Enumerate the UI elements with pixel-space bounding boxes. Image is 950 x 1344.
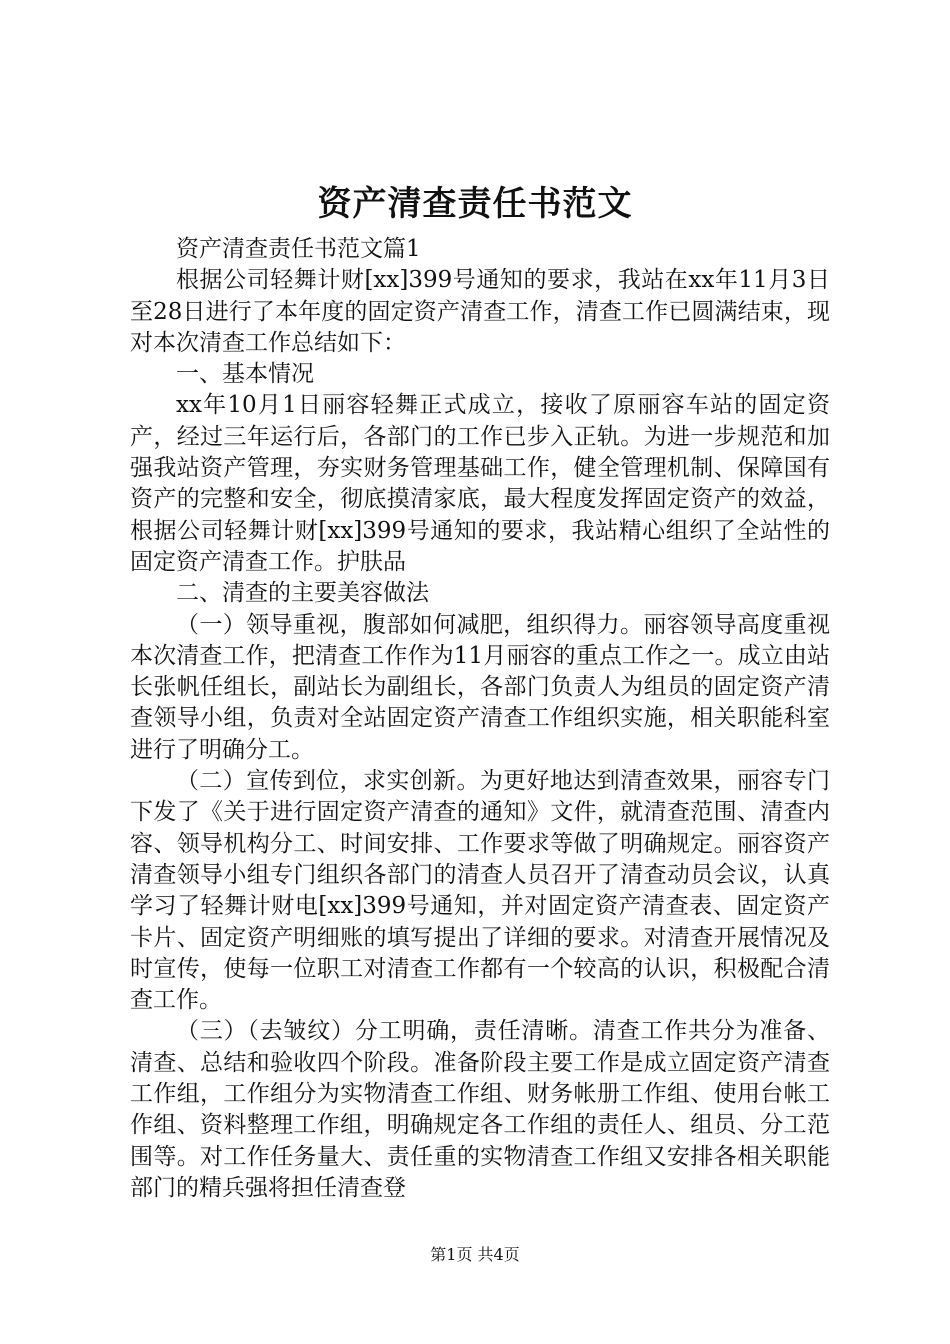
section-heading-basic: 一、基本情况 <box>176 361 314 388</box>
paragraph-method-1: （一）领导重视，腹部如何减肥，组织得力。丽容领导高度重视本次清查工作，把清查工作作为11月丽容的重点工作之一。成立由站长张帆任组长，副站长为副组长，各部门负责人为组员的固定资产清查领导小组，负责对全站固定资产清查工作组织实施，相关职能科室进行了明确分工。 <box>130 611 830 763</box>
paragraph-method-2: （二）宣传到位，求实创新。为更好地达到清查效果，丽容专门下发了《关于进行固定资产清查的通知》文件，就清查范围、清查内容、领导机构分工、时间安排、工作要求等做了明确规定。丽容资产清查领导小组专门组织各部门的清查人员召开了清查动员会议，认真学习了轻舞计财电[xx]399号通知，并对固定资产清查表、固定资产卡片、固定资产明细账的填写提出了详细的要求。对清查开展情况及时宣传，使每一位职工对清查工作都有一个较高的认识，积极配合清查工作。 <box>130 768 830 1014</box>
paragraph-basic-situation: xx年10月1日丽容轻舞正式成立，接收了原丽容车站的固定资产，经过三年运行后，各部门的工作已步入正轨。为进一步规范和加强我站资产管理，夯实财务管理基础工作，健全管理机制、保障国有资产的完整和安全，彻底摸清家底，最大程度发挥固定资产的效益，根据公司轻舞计财[xx]399号通知的要求，我站精心组织了全站性的固定资产清查工作。护肤品 <box>130 392 830 575</box>
paragraph-heading-piece: 资产清查责任书范文篇1 <box>176 236 421 262</box>
section-heading-methods: 二、清查的主要美容做法 <box>176 580 429 607</box>
paragraph-method-3: （三）（去皱纹）分工明确，责任清晰。清查工作共分为准备、清查、总结和验收四个阶段。准备阶段主要工作是成立固定资产清查工作组，工作组分为实物清查工作组、财务帐册工作组、使用台帐工作组、资料整理工作组，明确规定各工作组的责任人、组员、分工范围等。对工作任务量大、责任重的实物清查工作组又安排各相关职能部门的精兵强将担任清查登 <box>130 1018 830 1201</box>
paragraph-intro: 根据公司轻舞计财[xx]399号通知的要求，我站在xx年11月3日至28日进行了本年度的固定资产清查工作，清查工作已圆满结束，现对本次清查工作总结如下： <box>130 267 830 356</box>
page-number-footer: 第1页 共4页 <box>430 1245 520 1264</box>
document-body <box>130 234 830 1204</box>
document-title: 资产清查责任书范文 <box>317 184 633 224</box>
